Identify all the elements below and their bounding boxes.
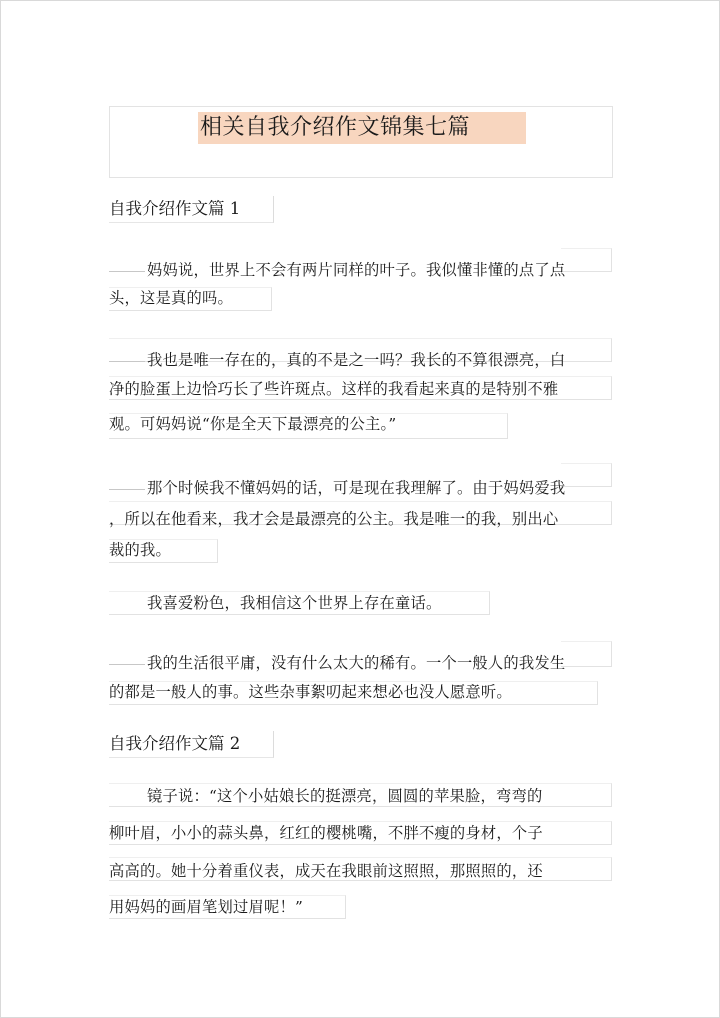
text-frame bbox=[561, 641, 612, 667]
paragraph-line: 柳叶眉，小小的蒜头鼻，红红的樱桃嘴，不胖不瘦的身材，个子 bbox=[109, 824, 543, 842]
paragraph-line: 头，这是真的吗。 bbox=[109, 289, 233, 307]
section-heading-1: 自我介绍作文篇 1 bbox=[109, 196, 274, 223]
paragraph-line: 我的生活很平庸，没有什么太大的稀有。一个一般人的我发生 bbox=[109, 651, 565, 675]
paragraph-line: 净的脸蛋上边恰巧长了些许斑点。这样的我看起来真的是特别不雅 bbox=[109, 380, 559, 398]
paragraph-indent-mark bbox=[109, 361, 145, 362]
paragraph-line: 的都是一般人的事。这些杂事絮叨起来想必也没人愿意听。 bbox=[109, 683, 512, 701]
paragraph-line: 镜子说：“这个小姑娘长的挺漂亮，圆圆的苹果脸，弯弯的 bbox=[147, 787, 543, 805]
paragraph-line: ，所以在他看来，我才会是最漂亮的公主。我是唯一的我，别出心 bbox=[109, 510, 559, 528]
text-frame bbox=[561, 463, 612, 487]
paragraph-line: 我也是唯一存在的，真的不是之一吗？我长的不算很漂亮，白 bbox=[109, 348, 565, 372]
text-frame bbox=[561, 248, 612, 272]
paragraph-line: 妈妈说，世界上不会有两片同样的叶子。我似懂非懂的点了点 bbox=[109, 258, 565, 282]
paragraph-line: 高高的。她十分着重仪表，成天在我眼前这照照，那照照的，还 bbox=[109, 862, 543, 880]
document-title: 相关自我介绍作文锦集七篇 bbox=[198, 112, 526, 144]
paragraph-line: 那个时候我不懂妈妈的话，可是现在我理解了。由于妈妈爱我 bbox=[109, 476, 565, 500]
paragraph-line: 观。可妈妈说“你是全天下最漂亮的公主。” bbox=[109, 415, 397, 433]
section-heading-2: 自我介绍作文篇 2 bbox=[109, 731, 274, 758]
title-box bbox=[109, 106, 613, 178]
paragraph-indent-mark bbox=[109, 489, 145, 490]
paragraph-indent-mark bbox=[109, 271, 145, 272]
paragraph-line: 裁的我。 bbox=[109, 541, 171, 559]
paragraph-line: 用妈妈的画眉笔划过眉呢！” bbox=[109, 898, 303, 916]
paragraph-indent-mark bbox=[109, 664, 145, 665]
paragraph-line: 我喜爱粉色，我相信这个世界上存在童话。 bbox=[147, 594, 442, 612]
